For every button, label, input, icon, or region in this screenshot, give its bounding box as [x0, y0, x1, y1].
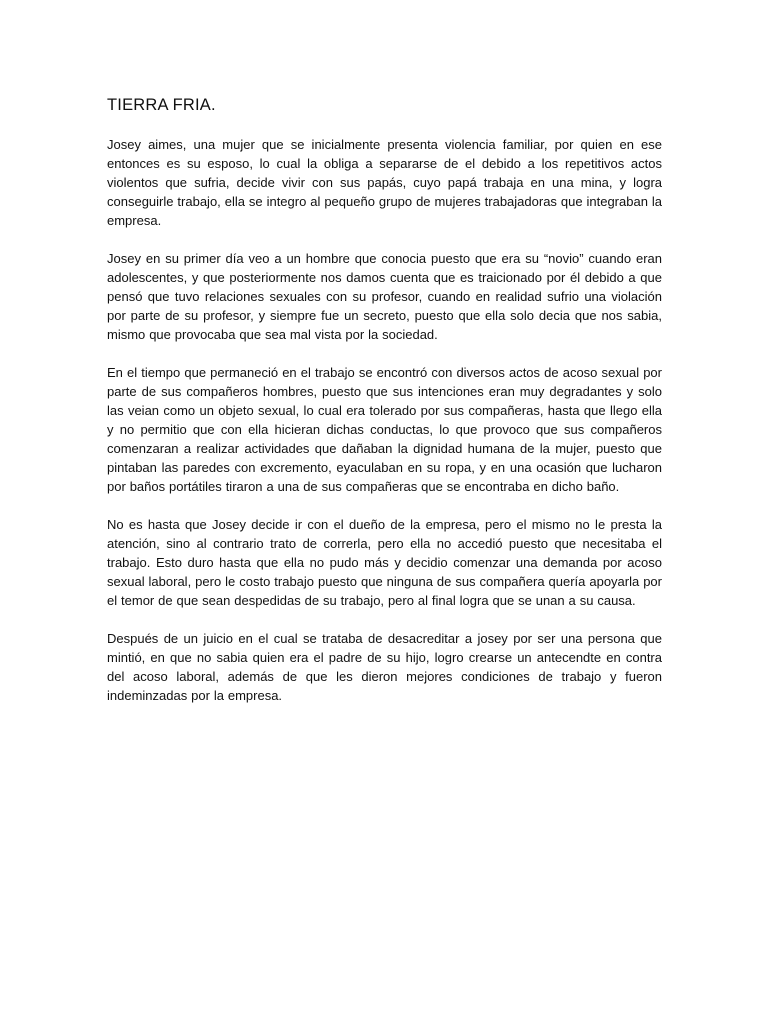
- paragraph-3: En el tiempo que permaneció en el trabajo se encontró con diversos actos de acoso sexual por parte de sus compañeros hombres, puesto que sus intenciones eran muy degradantes y solo las veian como un objeto sexual, lo cual era tolerado por sus compañeras, hasta que llego ella y no permitio que con ella hicieran dichas conductas, lo que provoco que sus compañeros comenzaran a realizar actividades que dañaban la dignidad humana de la mujer, puesto que pintaban las paredes con excremento, eyaculaban en su ropa, y en una ocasión que lucharon por baños portátiles tiraron a una de sus compañeras que se encontraba en dicho baño.: [107, 365, 662, 494]
- paragraph-4: No es hasta que Josey decide ir con el dueño de la empresa, pero el mismo no le presta la atención, sino al contrario trato de correrla, pero ella no accedió puesto que necesitaba el trabajo. Esto duro hasta que ella no pudo más y decidio comenzar una demanda por acoso sexual laboral, pero le costo trabajo puesto que ninguna de sus compañera quería apoyarla por el temor de que sean despedidas de su trabajo, pero al final logra que se unan a su causa.: [107, 517, 662, 608]
- document-body: [107, 135, 662, 724]
- paragraph-1: Josey aimes, una mujer que se inicialmente presenta violencia familiar, por quien en ese entonces es su esposo, lo cual la obliga a separarse de el debido a los repetitivos actos violentos que sufria, decide vivir con sus papás, cuyo papá trabaja en una mina, y logra conseguirle trabajo, ella se integro al pequeño grupo de mujeres trabajadoras que integraban la empresa.: [107, 137, 662, 228]
- paragraph-5: Después de un juicio en el cual se trataba de desacreditar a josey por ser una persona que mintió, en que no sabia quien era el padre de su hijo, logro crearse un antecendte en contra del acoso laboral, además de que les dieron mejores condiciones de trabajo y fueron indeminzadas por la empresa.: [107, 631, 662, 703]
- paragraph-2: Josey en su primer día veo a un hombre que conocia puesto que era su “novio” cuando eran adolescentes, y que posteriormente nos damos cuenta que es traicionado por él debido a que pensó que tuvo relaciones sexuales con su profesor, cuando en realidad sufrio una violación por parte de su profesor, y siempre fue un secreto, puesto que ella solo decia que nos sabia, mismo que provocaba que sea mal vista por la sociedad.: [107, 251, 662, 342]
- document-title: TIERRA FRIA.: [107, 96, 216, 114]
